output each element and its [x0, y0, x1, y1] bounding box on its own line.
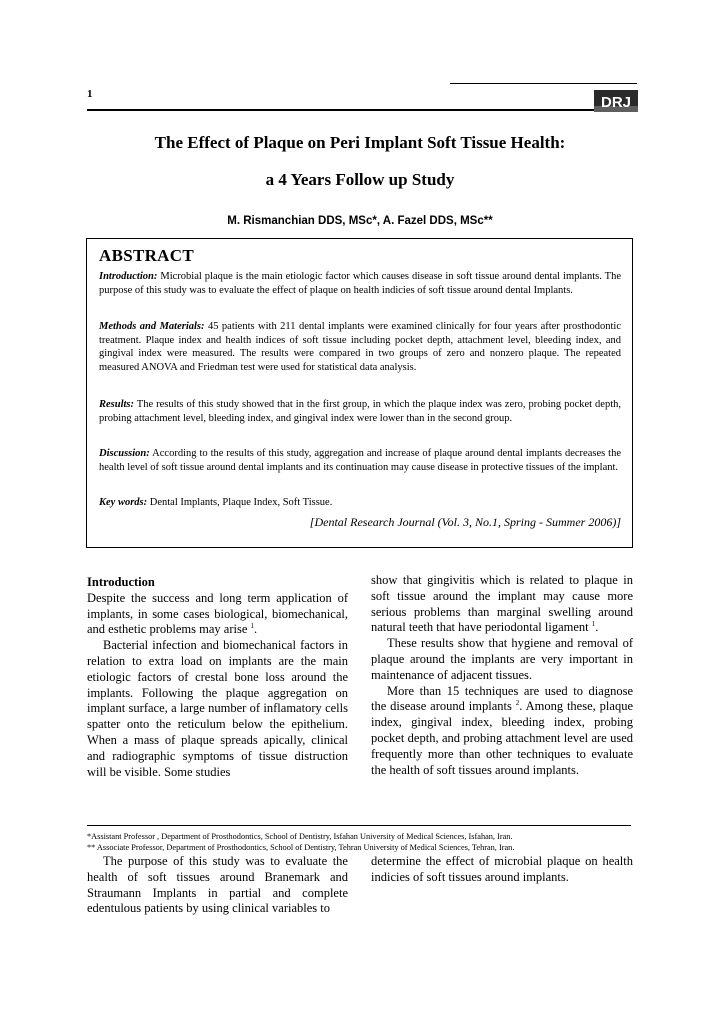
right-paragraph-1-text: show that gingivitis which is related to plaque in soft tissue around the implant may cause more serious problems than marginal swelling around natural teeth that have periodontal ligament [371, 573, 633, 635]
abstract-discussion [99, 447, 621, 474]
abstract-introduction-label: Introduction: [99, 271, 158, 282]
abstract-methods-text: 45 patients with 211 dental implants were examined clinically for four years after prosthodontic treatment. Plaque index and health indices of soft tissue including pocket depth, attachment level, bleeding index, and gingival index were measured. The results were compared in two groups of zero and nonzero plaque. The repeated measured ANOVA and Friedman test were used for statistical data analysis. [99, 321, 622, 373]
right-paragraph-1 [371, 573, 633, 636]
right-paragraph-3 [371, 684, 633, 779]
citation-ref-1: 1 [250, 622, 254, 631]
abstract-keywords [99, 496, 621, 510]
header-rule [87, 109, 594, 111]
left-paragraph-2: Bacterial infection and biomechanical factors in relation to extra load on implants are the main etiologic factors of crestal bone loss around the implants. Following the plaque aggregation on implant surface, a large number of inflamatory cells spatter onto the reticulum below the epithelium. When a mass of plaque spreads apically, clinical and radiographic symptoms of tissue distruction will be visible. Some studies [87, 638, 348, 779]
footnote-1: *Assistant Professor , Department of Prosthodontics, School of Dentistry, Isfahan University of Medical Sciences, Isfahan, Iran. [87, 832, 513, 841]
abstract-keywords-label: Key words: [99, 497, 148, 508]
citation-ref-1b: 1 [591, 620, 596, 629]
footnote-rule [87, 825, 631, 826]
abstract-discussion-text: According to the results of this study, aggregation and increase of plaque around dental implants decreases the health level of soft tissue around dental implants and its continuation may cause disease in protective tissues of the implant. [99, 448, 621, 473]
abstract-methods-label: Methods and Materials: [99, 321, 205, 332]
right-paragraph-4: determine the effect of microbial plaque on health indicies of soft tissues around implants. [371, 854, 633, 884]
right-paragraph-2: These results show that hygiene and removal of plaque around the implants are very important in maintenance of adjacent tissues. [371, 636, 633, 682]
journal-logo [594, 90, 638, 112]
abstract-heading: ABSTRACT [99, 246, 194, 265]
journal-citation: [Dental Research Journal (Vol. 3, No.1, Spring - Summer 2006)] [309, 515, 621, 529]
right-paragraph-3-text-a: More than 15 techniques are used to diagnose the disease around implants [371, 683, 633, 714]
logo-text: DRJ [600, 94, 632, 111]
header-rule-thin [450, 83, 637, 84]
right-column-upper [371, 573, 633, 778]
left-paragraph-1-text: Despite the success and long term application of implants, in some cases biological, biomechanical, and esthetic problems may arise [87, 590, 348, 637]
left-column-lower [87, 854, 348, 917]
right-paragraph-3-text-b: . Among these, plaque index, gingival index, bleeding index, probing pocket depth, and probing attachment level are used frequently more than other techniques to evaluate the health of soft tissues around implants. [371, 699, 633, 777]
introduction-heading: Introduction [87, 575, 155, 589]
footnote-2: ** Associate Professor, Department of Prosthodontics, School of Dentistry, Tehran University of Medical Sciences, Tehran, Iran. [87, 843, 515, 852]
abstract-keywords-text: Dental Implants, Plaque Index, Soft Tissue. [147, 497, 333, 508]
left-paragraph-1-end: . [254, 622, 258, 637]
abstract-introduction [99, 270, 621, 297]
page-number: 1 [87, 88, 93, 100]
abstract-results-label: Results: [99, 399, 135, 410]
abstract-methods [99, 320, 621, 374]
abstract-introduction-text: Microbial plaque is the main etiologic factor which causes disease in soft tissue around dental implants. The purpose of this study was to evaluate the effect of plaque on health indicies of soft tissue around dental Implants. [99, 271, 621, 296]
citation-ref-2: 2 [515, 699, 520, 708]
right-paragraph-1-end: . [595, 620, 599, 635]
paper-title-line-1: The Effect of Plaque on Peri Implant Soft Tissue Health: [154, 133, 566, 152]
abstract-discussion-label: Discussion: [99, 448, 150, 459]
paper-title-line-2: a 4 Years Follow up Study [265, 170, 455, 189]
left-paragraph-3: The purpose of this study was to evaluate the health of soft tissues around Branemark and Straumann Implants in partial and complete edentulous patients by using clinical variables to [87, 854, 348, 916]
left-column-upper [87, 575, 348, 780]
left-paragraph-1 [87, 591, 348, 638]
right-column-lower [371, 854, 633, 886]
abstract-results [99, 398, 621, 425]
abstract-results-text: The results of this study showed that in the first group, in which the plaque index was zero, probing pocket depth, probing attachment level, bleeding index, and gingival index were lower than in the second group. [99, 399, 621, 424]
authors: M. Rismanchian DDS, MSc*, A. Fazel DDS, MSc** [227, 215, 493, 227]
